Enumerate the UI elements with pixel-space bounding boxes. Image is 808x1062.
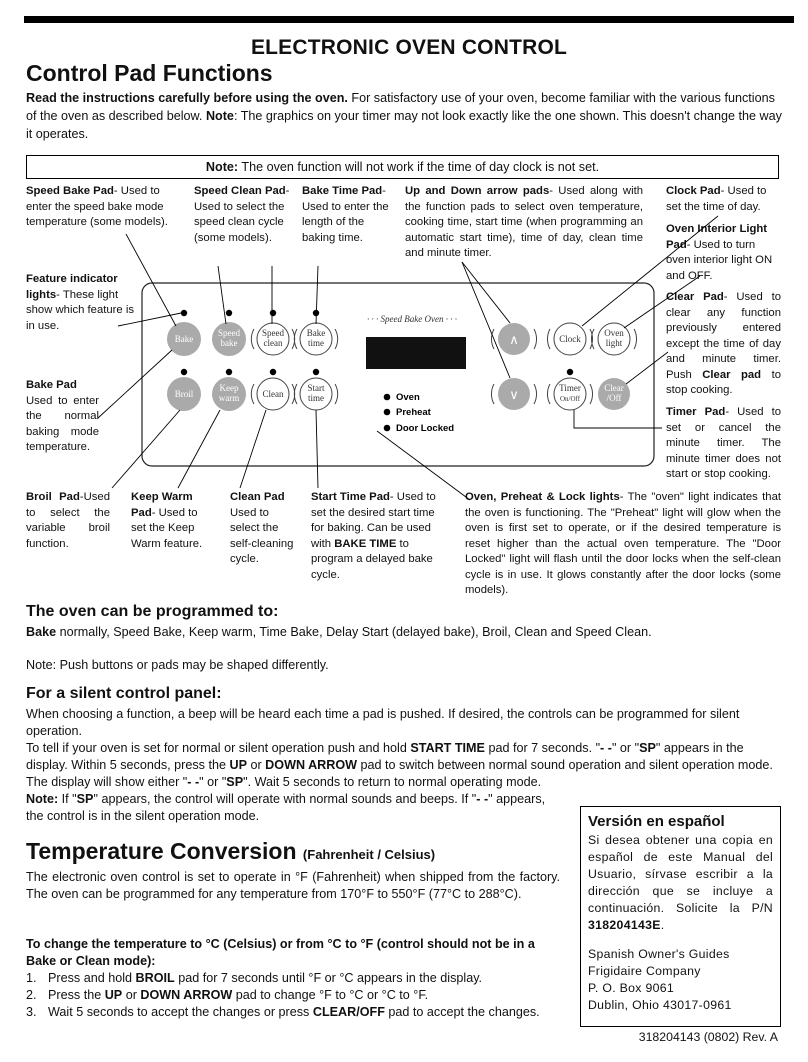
pad-bake-label: Bake: [174, 334, 194, 344]
indicator-dot-timer: [567, 369, 573, 375]
panel-brand: · · · Speed Bake Oven · · ·: [367, 314, 457, 324]
temperature-steps: [26, 970, 566, 1021]
pad-keep-warm-label2: warm: [218, 393, 240, 403]
indicator-dot-start-time: [313, 369, 319, 375]
document-title: ELECTRONIC OVEN CONTROL: [250, 36, 568, 59]
spanish-text: Si desea obtener una copia en español de este Manual del Usuario, sírvase escribir a la dirección que se incluye a continuación. Solicite la P/N 318204143E.: [588, 833, 773, 932]
indicator-preheat: [384, 409, 391, 416]
pad-oven-light-label2: light: [605, 338, 623, 348]
indicator-oven: [384, 394, 391, 401]
display-window: [366, 337, 466, 369]
label-start-time: Start Time Pad- Used to set the desired start time for baking. Can be used with BAKE TIME to program a delayed bake cycle.: [311, 491, 436, 581]
label-bake-time: Bake Time Pad- Used to enter the length of the baking time.: [302, 185, 389, 244]
note-box: Note: The oven function will not work if the time of day clock is not set.: [26, 155, 779, 179]
footer-part-number: 318204143 (0802) Rev. A: [638, 1030, 778, 1044]
silent-note: Note: If "SP" appears, the control will operate with normal sounds and beeps. If "- -" appears, the control is in the silent operation mode.: [26, 792, 546, 823]
label-broil: Broil Pad-Used to select the variable broil function.: [26, 491, 110, 550]
label-clear: Clear Pad- Used to clear any function previously entered except the time of day and minute timer. Push Clear pad to stop cooking.: [666, 291, 782, 396]
section-title: Control Pad Functions: [26, 60, 273, 86]
pad-start-time-label1: Start: [307, 383, 325, 393]
step-3: 3. Wait 5 seconds to accept the changes or press CLEAR/OFF pad to accept the changes.: [26, 1005, 540, 1019]
step-2: 2. Press the UP or DOWN ARROW pad to change °F to °C or °C to °F.: [26, 988, 429, 1002]
silent-p1: When choosing a function, a beep will be heard each time a pad is pushed. If desired, the controls can be programmed for silent operation.: [26, 707, 740, 738]
label-clock: Clock Pad- Used to set the time of day.: [666, 185, 767, 213]
pad-bake-time-label1: Bake: [306, 328, 326, 338]
panel-outline: [142, 283, 654, 466]
pad-speed-clean-label2: clean: [263, 338, 283, 348]
temperature-p1: The electronic oven control is set to operate in °F (Fahrenheit) when shipped from the factory. The oven can be programmed for any temperature from 170°F to 550°F (77°C to 288°C).: [26, 870, 560, 901]
label-bake: Bake Pad Used to enter the normal baking mode temperature.: [26, 379, 99, 453]
spanish-version-box: [580, 806, 781, 1027]
temperature-heading: Temperature Conversion (Fahrenheit / Celsius): [26, 838, 436, 864]
pad-clear-label1: Clear: [604, 383, 624, 393]
programmed-text: Bake normally, Speed Bake, Keep warm, Time Bake, Delay Start (delayed bake), Broil, Clean and Speed Clean.: [26, 625, 652, 639]
label-timer: Timer Pad- Used to set or cancel the minute timer. The minute timer does not start or stop cooking.: [666, 406, 781, 480]
pad-speed-clean-label1: Speed: [262, 328, 284, 338]
indicator-dot-speed-clean: [270, 310, 276, 316]
label-up-down: Up and Down arrow pads- Used along with the function pads to select oven temperature, cooking time, start time (when programming an automatic start time), time of day, clean time and minute timer.: [405, 185, 644, 259]
pad-start-time-label2: time: [308, 393, 324, 403]
pad-speed-bake-label1: Speed: [218, 328, 240, 338]
indicator-dot-speed-bake: [226, 310, 232, 316]
pad-timer-label2: On/Off: [559, 395, 581, 403]
spanish-title: Versión en español: [588, 813, 725, 830]
pad-keep-warm-label1: Keep: [219, 383, 239, 393]
pad-broil-label: Broil: [174, 389, 194, 399]
pad-speed-bake-label2: bake: [220, 338, 238, 348]
address-line-4: Dublin, Ohio 43017-0961: [588, 998, 732, 1012]
pad-clean-label: Clean: [262, 389, 284, 399]
silent-heading: For a silent control panel:: [26, 685, 222, 702]
indicator-dot-broil: [181, 369, 187, 375]
label-clean: Clean Pad Used to select the self-cleaning cycle.: [230, 491, 294, 565]
label-oven-lights: Oven, Preheat & Lock lights- The "oven" light indicates that the oven is functioning. The "Preheat" light will glow when the oven is first set to operate, or if the desired temperature is reset higher than the actual oven temperature. The "Door Locked" light will flash until the door locks when the self-clean cycle is in use. It glows constantly after the door locks (some models).: [465, 491, 781, 596]
address-line-2: Frigidaire Company: [588, 964, 701, 978]
programmed-heading: The oven can be programmed to:: [26, 603, 279, 620]
down-arrow-icon: ∨: [509, 388, 519, 403]
label-keep-warm: Keep Warm Pad- Used to set the Keep Warm feature.: [131, 491, 203, 550]
indicator-dot-clean: [270, 369, 276, 375]
label-interior-light: Oven Interior Light Pad- Used to turn oven interior light ON and OFF.: [666, 223, 773, 282]
indicator-door-locked: [384, 425, 391, 432]
indicator-door-label: Door Locked: [396, 423, 455, 434]
step-1: 1. Press and hold BROIL pad for 7 seconds until °F or °C appears in the display.: [26, 971, 483, 985]
silent-p2: To tell if your oven is set for normal or silent operation push and hold START TIME pad for 7 seconds. "- -" or "SP" appears in the display. Within 5 seconds, press the UP or DOWN ARROW pad to switch between normal sound operation and silent operation mode. The display will show either "- -" or "SP". Wait 5 seconds to return to normal operating mode.: [26, 741, 773, 789]
address-line-1: Spanish Owner's Guides: [588, 947, 730, 961]
pad-bake-time-label2: time: [308, 338, 324, 348]
pad-oven-light-label1: Oven: [604, 328, 624, 338]
intro-paragraph: Read the instructions carefully before using the oven. For satisfactory use of your oven, become familiar with the various functions of the oven as described below. Note: The graphics on your timer may not look exactly like the one shown. This doesn't change the way it operates.: [26, 91, 782, 141]
indicator-preheat-label: Preheat: [396, 407, 431, 418]
address-line-3: P. O. Box 9061: [588, 981, 675, 995]
programmed-note: Note: Push buttons or pads may be shaped differently.: [26, 658, 329, 672]
indicator-dot-keep-warm: [226, 369, 232, 375]
label-speed-clean: Speed Clean Pad- Used to select the speed clean cycle (some models).: [194, 185, 290, 244]
pad-clear-label2: /Off: [606, 393, 622, 403]
pad-timer-label1: Timer: [559, 383, 581, 393]
label-feature-lights: Feature indicator lights- These light show which feature is in use.: [26, 273, 134, 332]
label-speed-bake: Speed Bake Pad- Used to enter the speed bake mode temperature (some models).: [26, 185, 168, 228]
pad-clock-label: Clock: [559, 334, 581, 344]
spanish-address: [588, 946, 773, 1014]
up-arrow-icon: ∧: [509, 333, 519, 348]
temperature-subheading: To change the temperature to °C (Celsius) or from °C to °F (control should not be in a Bake or Clean mode):: [26, 937, 535, 968]
indicator-oven-label: Oven: [396, 392, 420, 403]
